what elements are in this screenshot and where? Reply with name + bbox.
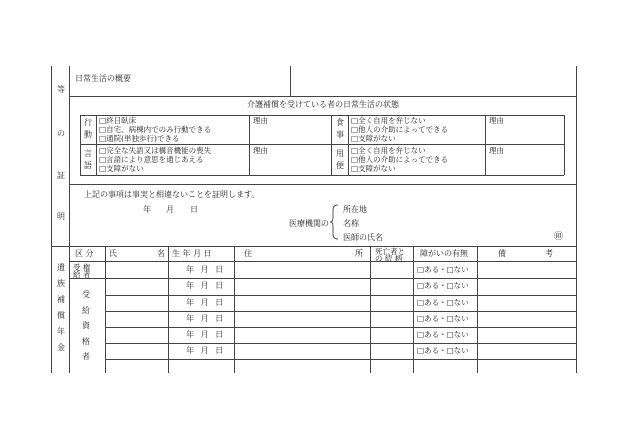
brace-icon xyxy=(330,204,340,240)
left-border xyxy=(51,66,52,373)
speech-option[interactable]: □言語により意思を通じあえる xyxy=(99,155,204,164)
pension-row-line-5 xyxy=(105,343,576,344)
pension-row-line-2 xyxy=(105,295,576,296)
col-address xyxy=(234,246,235,373)
action-option[interactable]: □終日臥床 xyxy=(99,116,137,125)
col-name xyxy=(105,246,106,373)
speech-option[interactable]: □完全な失語又は構音機能の喪失 xyxy=(99,146,212,155)
disability-cell[interactable]: □ある・□ない xyxy=(417,346,469,355)
pension-row-line-1 xyxy=(69,278,576,279)
speech-reason-label: 理由 xyxy=(253,146,268,155)
meal-reason-label: 理由 xyxy=(489,116,504,125)
action-label: 行 動 xyxy=(84,118,92,139)
pension-row-line-4 xyxy=(105,327,576,328)
header-remarks-right: 考 xyxy=(545,249,553,258)
header-relation-top: 死亡者と xyxy=(375,247,405,256)
meal-label: 食 事 xyxy=(336,118,344,139)
status-box-bottom xyxy=(80,175,564,176)
side-char: 証 xyxy=(57,171,65,180)
address-label: 所在地 xyxy=(343,205,367,214)
status-reason-col-right xyxy=(485,115,486,175)
col-disability xyxy=(413,246,414,373)
status-label-col-left xyxy=(96,115,97,175)
pension-top-line xyxy=(51,246,576,247)
recipient-label-top: 受 権 xyxy=(73,263,91,272)
date-year: 年 xyxy=(143,205,151,214)
speech-label: 言 語 xyxy=(84,149,92,170)
pension-header-line xyxy=(69,261,576,262)
header-remarks-left: 備 xyxy=(498,249,506,258)
disability-cell[interactable]: □ある・□ない xyxy=(417,265,469,274)
status-label-col-right-b xyxy=(348,115,349,175)
status-label-col-right-a xyxy=(331,115,332,175)
meal-option[interactable]: □支障がない xyxy=(351,134,396,143)
disability-cell[interactable]: □ある・□ない xyxy=(417,314,469,323)
doctor-name-label: 医師の氏名 xyxy=(343,233,383,242)
side-char: 明 xyxy=(57,212,65,221)
birth-date-cell[interactable]: 年 月 日 xyxy=(186,330,224,339)
pension-row-line-6 xyxy=(105,359,576,360)
side-label-divider xyxy=(69,66,70,373)
disability-cell[interactable]: □ある・□ない xyxy=(417,330,469,339)
birth-date-cell[interactable]: 年 月 日 xyxy=(186,314,224,323)
status-box-right xyxy=(564,115,565,175)
side-char: 補 xyxy=(57,295,65,304)
toilet-option[interactable]: □全く自用を弁じない xyxy=(351,146,426,155)
toilet-option[interactable]: □支障がない xyxy=(351,164,396,173)
action-option[interactable]: □自宅、病棟内でのみ行動できる xyxy=(99,125,212,134)
overview-bottom-line xyxy=(69,96,576,97)
birth-date-cell[interactable]: 年 月 日 xyxy=(186,281,224,290)
institution-label: 医療機関の xyxy=(289,219,329,228)
birth-date-cell[interactable]: 年 月 日 xyxy=(186,265,224,274)
side-char: 償 xyxy=(57,311,65,320)
status-reason-col-left xyxy=(249,115,250,175)
toilet-reason-label: 理由 xyxy=(489,146,504,155)
eligible-label: 受 給 資 格 者 xyxy=(82,290,90,362)
pension-row-line-3 xyxy=(105,311,576,312)
toilet-option[interactable]: □他人の介助によってできる xyxy=(351,155,449,164)
action-reason-label: 理由 xyxy=(253,116,268,125)
certification-statement: 上記の事項は事実と相違ないことを証明します。 xyxy=(84,190,260,199)
header-birth: 生 年 月 日 xyxy=(172,249,212,258)
disability-cell[interactable]: □ある・□ない xyxy=(417,281,469,290)
date-month: 月 xyxy=(166,205,174,214)
header-address-right: 所 xyxy=(355,249,363,258)
side-char: 年 xyxy=(57,327,65,336)
overview-divider xyxy=(290,66,291,96)
side-char: 遺 xyxy=(57,263,65,272)
overview-label: 日常生活の概要 xyxy=(75,74,131,83)
birth-date-cell[interactable]: 年 月 日 xyxy=(186,298,224,307)
date-day: 日 xyxy=(190,205,198,214)
seal-icon: ㊞ xyxy=(554,232,564,242)
side-char: の xyxy=(57,129,65,138)
col-birth xyxy=(168,246,169,373)
header-name-left: 氏 xyxy=(109,249,117,258)
birth-date-cell[interactable]: 年 月 日 xyxy=(186,346,224,355)
status-heading: 介護補償を受けている者の日常生活の状態 xyxy=(247,100,399,109)
speech-option[interactable]: □支障がない xyxy=(99,164,144,173)
header-relation-bottom: の 続 柄 xyxy=(375,254,403,263)
col-relation xyxy=(370,246,371,373)
disability-cell[interactable]: □ある・□ない xyxy=(417,298,469,307)
header-category: 区 分 xyxy=(75,249,94,258)
institution-name-label: 名称 xyxy=(343,219,359,228)
toilet-label: 用 便 xyxy=(336,149,344,170)
header-address-left: 住 xyxy=(244,249,252,258)
meal-option[interactable]: □全く自用を弁じない xyxy=(351,116,426,125)
side-char: 族 xyxy=(57,279,65,288)
col-remarks xyxy=(477,246,478,373)
certification-top-line xyxy=(69,184,576,185)
meal-option[interactable]: □他人の介助によってできる xyxy=(351,125,449,134)
side-char: 等 xyxy=(57,85,65,94)
header-disability: 障がいの有無 xyxy=(420,249,468,258)
header-name-right: 名 xyxy=(157,249,165,258)
recipient-label-bottom: 給 者 xyxy=(73,270,91,279)
status-box-mid xyxy=(80,144,564,145)
action-option[interactable]: □通院(単独歩行)できる xyxy=(99,134,180,143)
side-char: 金 xyxy=(57,343,65,352)
status-box-left xyxy=(80,115,81,175)
right-border xyxy=(576,66,577,373)
